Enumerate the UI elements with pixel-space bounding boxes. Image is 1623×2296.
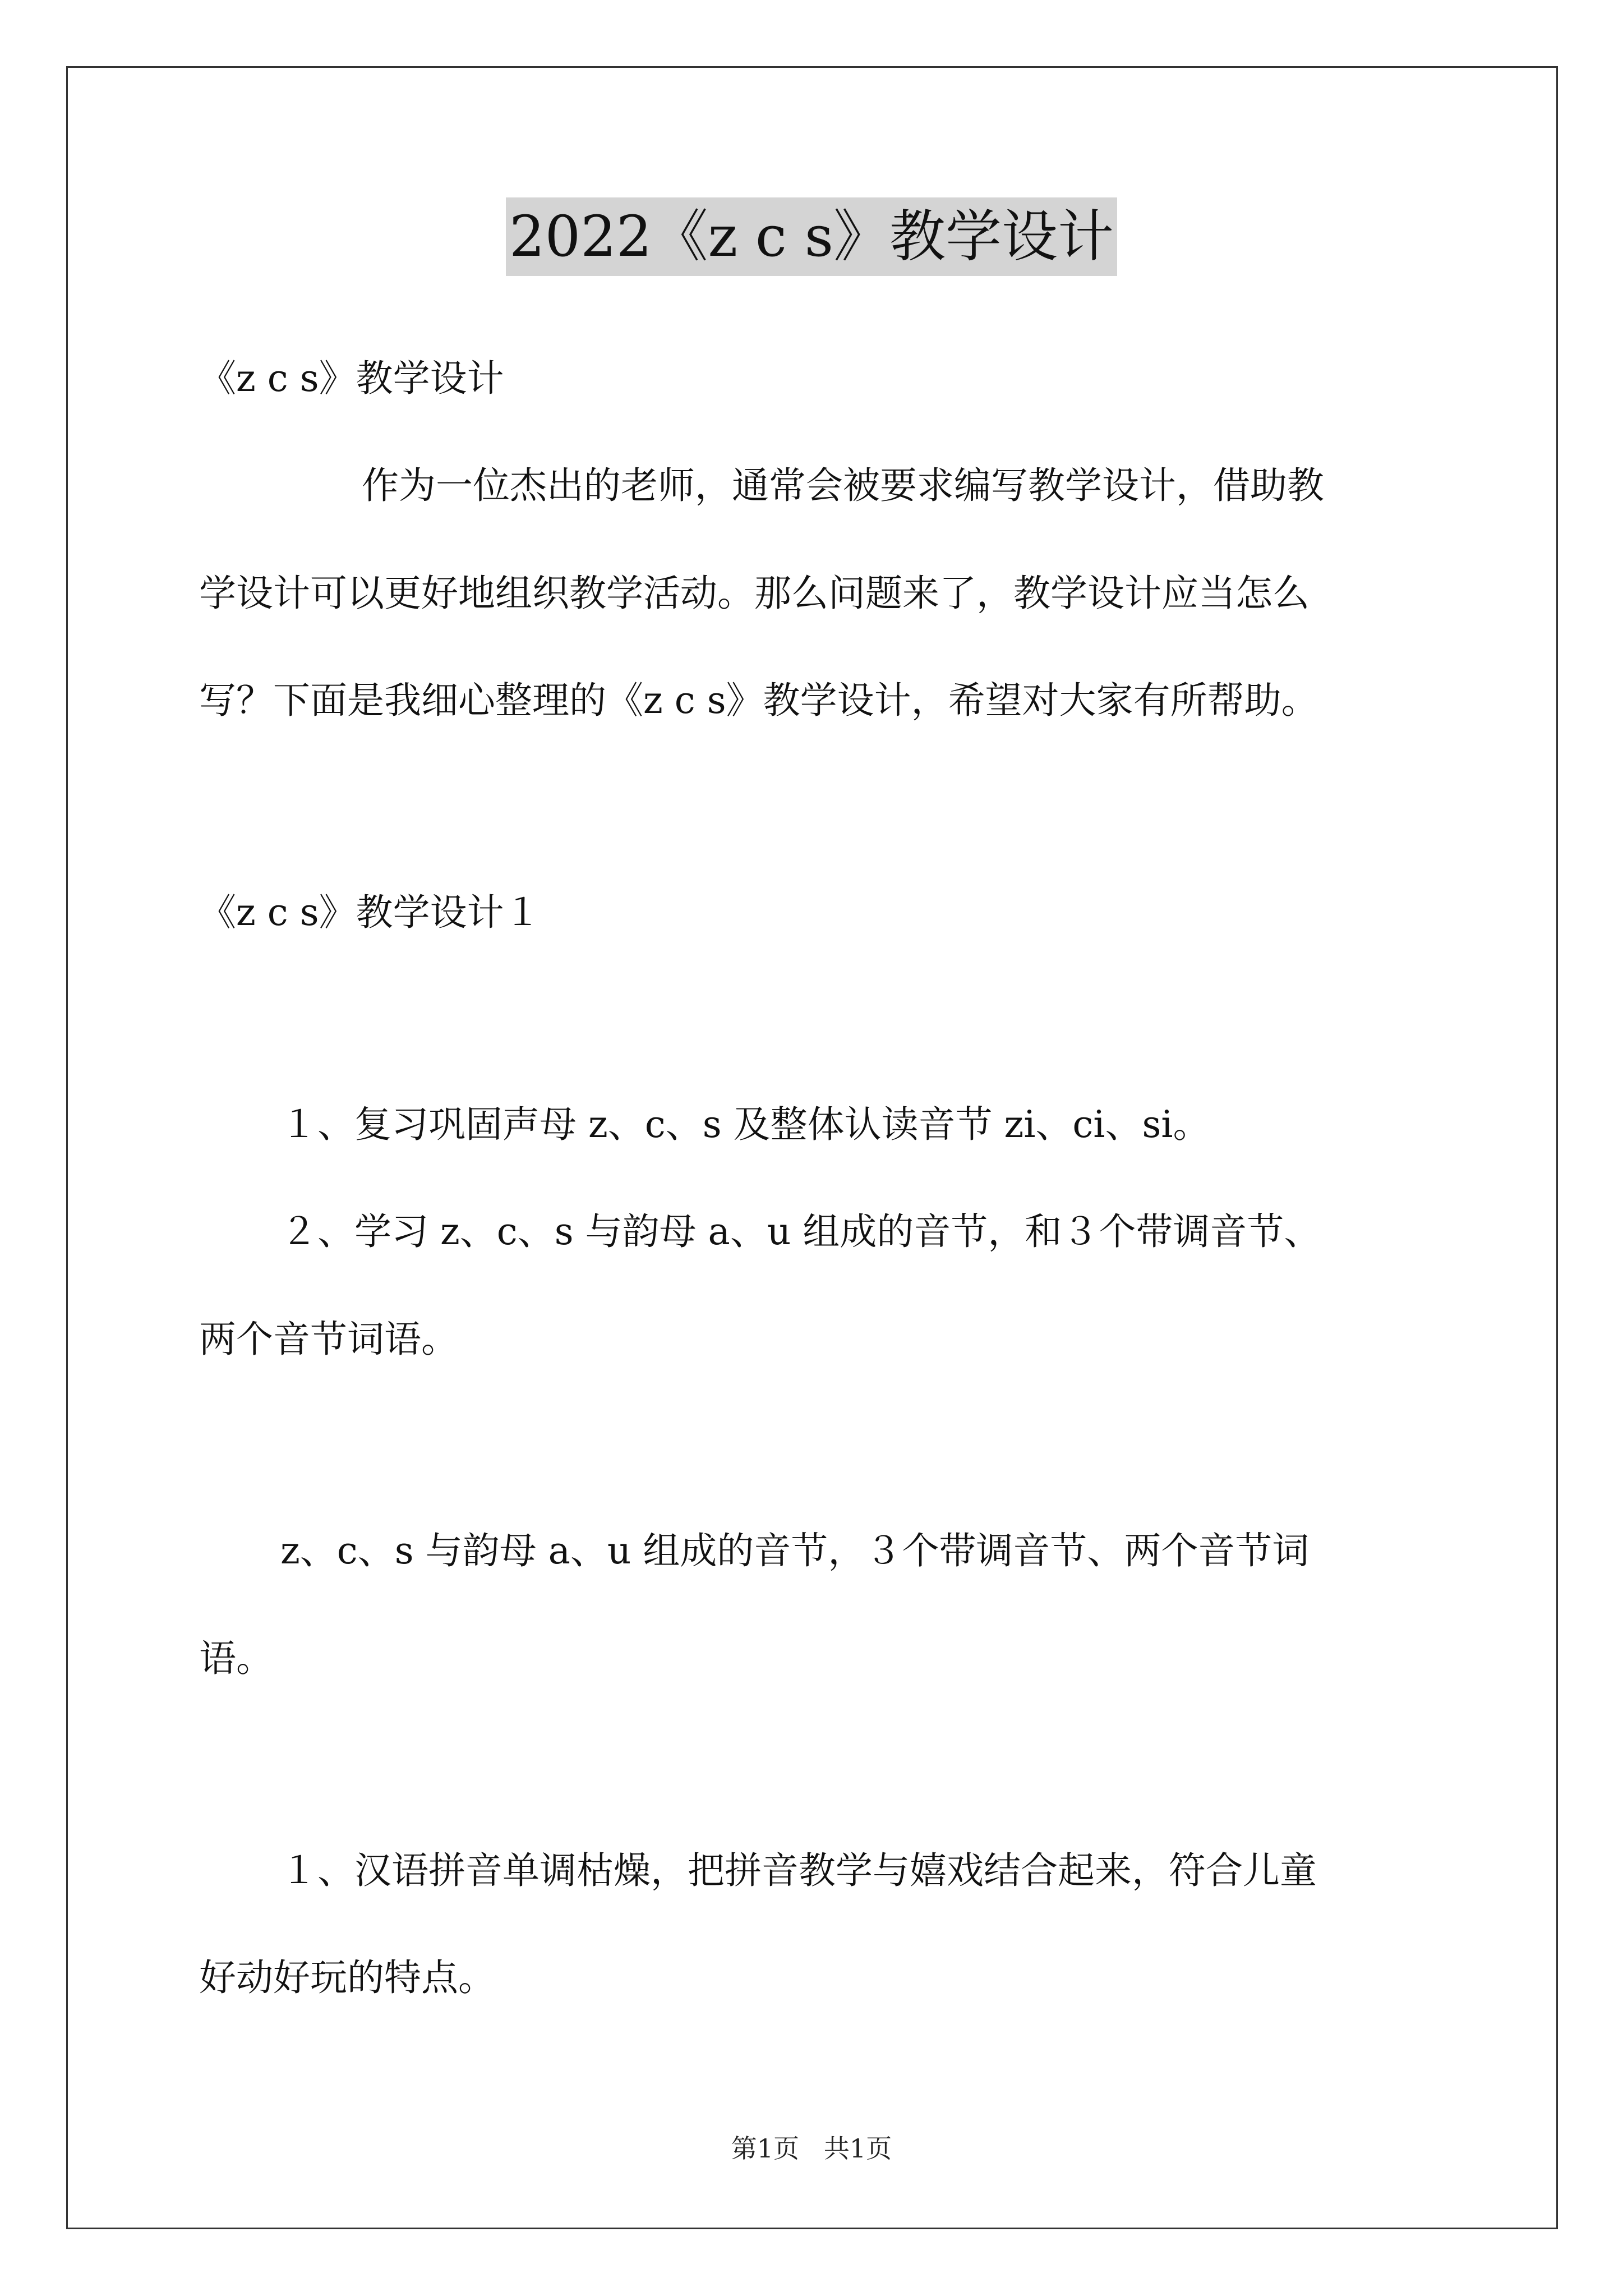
page-footer: 第1页 共1页 [731, 2133, 892, 2164]
design-line-1: １、汉语拼音单调枯燥，把拼音教学与嬉戏结合起来，符合儿童 [280, 1849, 1317, 1892]
objective-line-1: １、复习巩固声母 z、c、s 及整体认读音节 zi、ci、si。 [280, 1103, 1210, 1146]
design-line-2: 好动好玩的特点。 [199, 1956, 495, 1999]
section-heading: 《z c s》教学设计１ [199, 891, 541, 934]
intro-line-2: 学设计可以更好地组织教学活动。那么问题来了，教学设计应当怎么 [199, 572, 1310, 615]
intro-line-1: 作为一位杰出的老师，通常会被要求编写教学设计，借助教 [362, 464, 1324, 507]
keypoint-line-1: z、c、s 与韵母 a、u 组成的音节，３个带调音节、两个音节词 [280, 1529, 1310, 1572]
document-title: 2022《z c s》教学设计 [506, 197, 1117, 276]
objective-line-2: ２、学习 z、c、s 与韵母 a、u 组成的音节，和３个带调音节、 [280, 1210, 1321, 1253]
objective-line-3: 两个音节词语。 [199, 1318, 458, 1361]
keypoint-line-2: 语。 [199, 1637, 273, 1680]
title-container [0, 197, 1623, 276]
intro-line-3: 写？下面是我细心整理的《z c s》教学设计，希望对大家有所帮助。 [199, 679, 1318, 722]
subtitle: 《z c s》教学设计 [199, 357, 504, 400]
